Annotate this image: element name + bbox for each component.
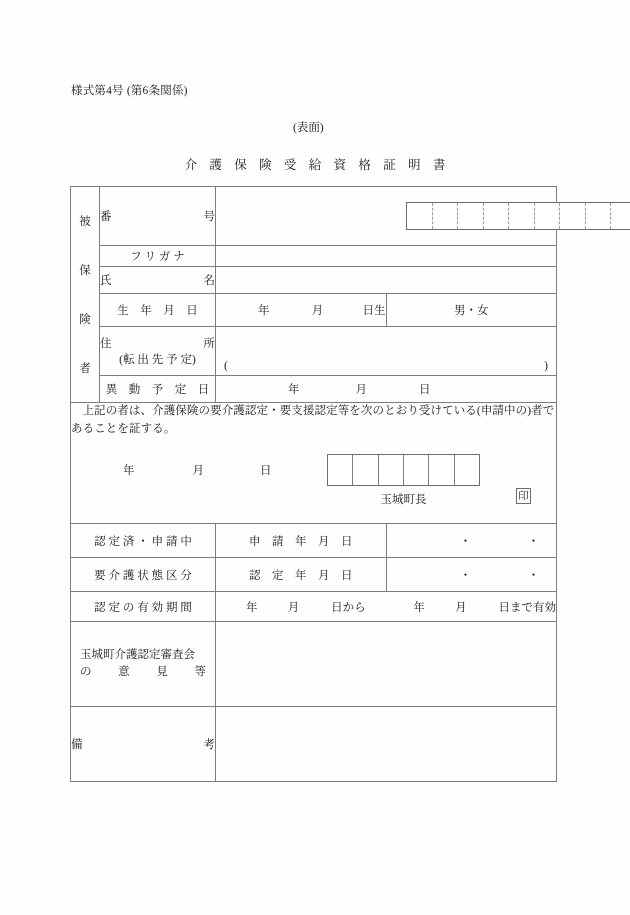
label-review-opinion-line2 [80,664,206,681]
label-furigana [100,246,216,267]
label-insured-number [100,187,216,246]
field-address[interactable] [216,327,557,376]
field-sex[interactable] [386,294,557,327]
label-note-left: 備 [71,739,83,751]
issuer-name-boxes[interactable] [327,454,480,486]
issue-year-label: 年 [123,464,135,477]
valid-from-year: 年 [246,601,258,614]
table-row-care-level [71,558,557,592]
birth-month-label: 月 [311,305,324,317]
label-birthdate [100,294,216,327]
statement-text: 上記の者は、介護保険の要介護認定・要支援認定等を次のとおり受けている(申請中の)者であることを証する。 [71,405,555,435]
label-certification-status-text: 認 定 済 ・ 申 請 中 [94,535,192,548]
valid-to-day: 日まで有効 [498,601,557,614]
label-address-left: 住 [100,338,112,350]
label-number-right: 号 [203,211,215,223]
issue-month-label: 月 [192,464,204,477]
valid-to-year: 年 [413,601,425,614]
label-name-left: 氏 [100,275,112,287]
label-number-left: 番 [100,211,112,223]
number-cell[interactable] [535,203,561,229]
sex-options: 男・女 [454,305,489,317]
move-day-label: 日 [419,384,431,396]
label-name [100,267,216,294]
label-address [100,327,216,376]
birth-day-label: 日生 [362,305,386,317]
vertical-char-1: 被 [79,216,91,228]
certification-date-dot-1: ・ [459,569,472,582]
table-row-note [71,707,557,782]
issuer-cell[interactable] [455,455,479,485]
field-insured-number[interactable] [216,187,557,246]
table-row-name [71,267,557,294]
label-address-right: 所 [203,338,215,350]
opinion-char-1: の [80,666,92,678]
table-row-birthdate [71,294,557,327]
number-cell[interactable] [611,203,630,229]
label-valid-period [71,592,216,622]
table-row-furigana [71,246,557,267]
certificate-table [70,186,557,782]
table-row-status [71,524,557,558]
label-note [71,707,216,782]
vertical-char-2: 保 [79,265,91,277]
number-cell[interactable] [458,203,484,229]
issuer-cell[interactable] [429,455,454,485]
label-address-sub: (転 出 先 予 定) [119,354,196,366]
page-side-label: (表面) [293,122,324,134]
vertical-char-4: 者 [79,363,91,375]
label-note-right: 考 [203,739,215,751]
issue-day-label: 日 [260,464,272,477]
number-cell[interactable] [586,203,612,229]
label-valid-period-text: 認 定 の 有 効 期 間 [94,601,192,614]
vertical-char-3: 険 [79,314,91,326]
application-date-dot-1: ・ [459,535,472,548]
label-review-opinion-line1: 玉城町介護認定審査会 [80,649,195,662]
field-name[interactable] [216,267,557,294]
valid-from-day: 日から [331,601,366,614]
valid-from-month: 月 [287,601,300,614]
issue-date[interactable] [123,462,272,478]
signature-area [71,453,556,523]
label-care-level-text: 要 介 護 状 態 区 分 [94,569,192,582]
field-application-date[interactable] [386,524,557,558]
statement-block [71,403,557,524]
opinion-char-2: 意 [118,666,130,678]
number-cell[interactable] [433,203,459,229]
label-move-date-text: 異 動 予 定 日 [105,384,210,396]
insured-number-boxes[interactable] [406,202,630,230]
label-move-date [100,376,216,403]
seal-icon: 印 [516,488,531,504]
field-valid-period[interactable] [216,592,557,622]
application-date-dot-2: ・ [527,535,540,548]
issuer-cell[interactable] [328,455,353,485]
valid-to-month: 月 [455,601,467,614]
issuer-cell[interactable] [404,455,429,485]
table-row-number [71,187,557,246]
field-review-opinion[interactable] [216,622,557,707]
label-review-opinion [71,622,216,707]
label-certification-date-text: 認 定 年 月 日 [249,569,353,582]
number-cell[interactable] [407,203,433,229]
table-row-address [71,327,557,376]
address-paren-close: ) [544,360,548,372]
move-month-label: 月 [355,384,367,396]
field-birthdate[interactable] [216,294,387,327]
issuer-cell[interactable] [379,455,404,485]
address-paren-open: ( [224,360,228,372]
field-certification-date[interactable] [386,558,557,592]
opinion-char-4: 等 [194,666,206,678]
issuer-cell[interactable] [353,455,378,485]
birth-year-label: 年 [258,305,270,317]
opinion-char-3: 見 [156,666,168,678]
number-cell[interactable] [560,203,586,229]
label-certification-status [71,524,216,558]
move-year-label: 年 [288,384,300,396]
label-application-date [216,524,387,558]
table-row-opinion [71,622,557,707]
field-note[interactable] [216,707,557,782]
label-certification-date [216,558,387,592]
label-care-level [71,558,216,592]
field-furigana[interactable] [216,246,557,267]
field-move-date[interactable] [216,376,557,403]
form-number: 様式第4号 (第6条関係) [71,85,188,97]
number-cell[interactable] [509,203,535,229]
label-birthdate-text: 生 年 月 日 [117,305,198,317]
table-row-valid-period [71,592,557,622]
label-application-date-text: 申 請 年 月 日 [249,535,353,548]
label-name-right: 名 [203,275,215,287]
page-title: 介 護 保 険 受 給 資 格 証 明 書 [184,158,450,172]
table-row-statement [71,403,557,524]
insured-vertical-label [71,187,100,403]
label-furigana-text: フ リ ガ ナ [130,251,185,263]
certification-date-dot-2: ・ [527,569,540,582]
number-cell[interactable] [484,203,510,229]
issuer-title: 玉城町長 [380,493,427,506]
table-row-move-date [71,376,557,403]
